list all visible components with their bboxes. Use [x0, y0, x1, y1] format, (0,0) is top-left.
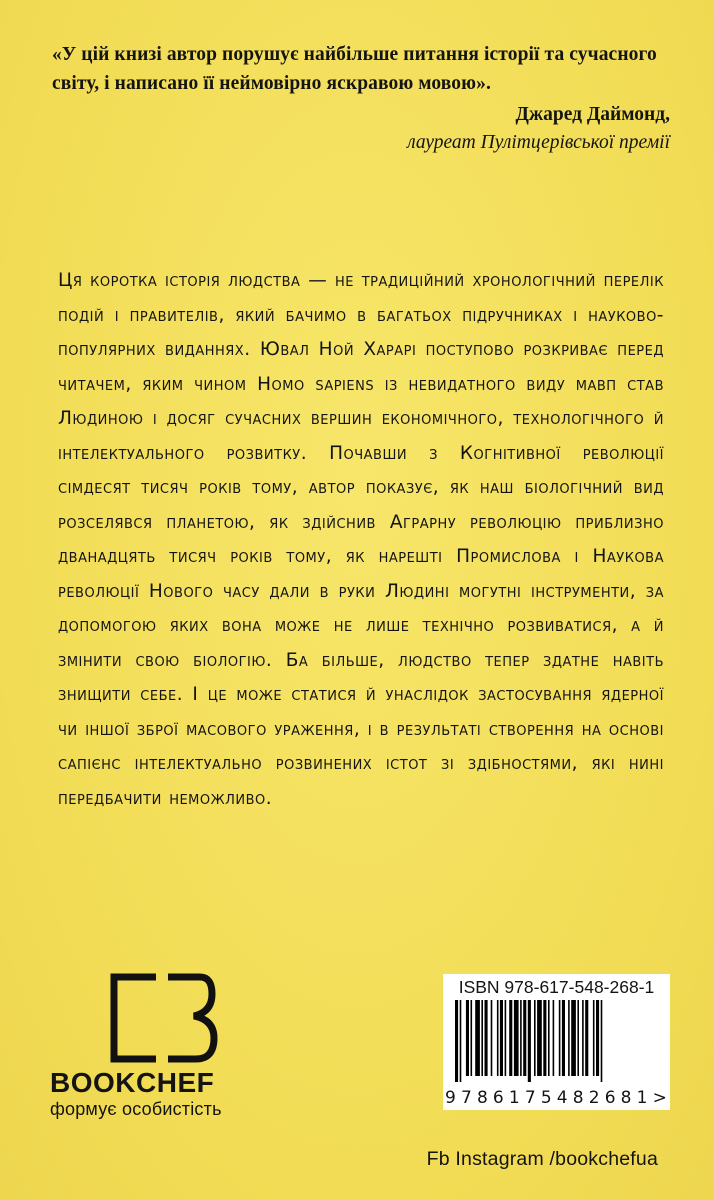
barcode-digit: 7 [524, 1088, 536, 1108]
barcode-bar [460, 1000, 462, 1082]
barcode-bar [485, 1000, 488, 1076]
isbn-number: ISBN 978-617-548-268-1 [458, 977, 655, 997]
barcode-bar [585, 1000, 588, 1076]
barcode-bar [568, 1000, 570, 1076]
barcode-bar [601, 1000, 603, 1082]
barcode-digit: 7 [460, 1088, 472, 1108]
barcode-box [443, 974, 670, 1110]
barcode-digit: 4 [556, 1088, 568, 1108]
social-handles: Fb Instagram /bookchefua [426, 1148, 658, 1170]
barcode-bar [562, 1000, 565, 1076]
barcode-digit: 1 [508, 1088, 520, 1108]
barcode-bar [543, 1000, 546, 1076]
barcode-bars [451, 1000, 662, 1082]
barcode-bar [505, 1000, 507, 1076]
publisher-name: BOOKCHEF [50, 1067, 215, 1098]
barcode-digit: 2 [588, 1088, 600, 1108]
barcode-digit: 8 [572, 1088, 584, 1108]
barcode-digit: 6 [492, 1088, 504, 1108]
quote-author: Джаред Даймонд, [515, 104, 670, 125]
barcode-bar [514, 1000, 519, 1076]
barcode-bar [455, 1000, 458, 1082]
barcode-digit: 5 [540, 1088, 552, 1108]
barcode-bar [500, 1000, 503, 1076]
barcode-bar [466, 1000, 469, 1076]
barcode-digit: 8 [476, 1088, 488, 1108]
barcode-bar [497, 1000, 499, 1076]
barcode-digits [443, 1088, 670, 1108]
barcode-bar [481, 1000, 483, 1076]
barcode-bar [537, 1000, 542, 1076]
barcode-bar [509, 1000, 512, 1076]
barcode-bar [571, 1000, 576, 1076]
barcode-digit: > [652, 1088, 667, 1108]
barcode-bar [520, 1000, 522, 1076]
barcode-bar [559, 1000, 561, 1076]
barcode-bar [475, 1000, 480, 1076]
barcode-bar [528, 1000, 531, 1082]
barcode-bar [471, 1000, 473, 1076]
quote-text: «У цій книзі автор порушує найбільше питання історії та сучасного світу, і написано її неймовірно яскравою мовою». [52, 44, 657, 94]
quote-author-role: лауреат Пулітцерівської премії [407, 132, 670, 153]
blurb-quote [52, 40, 670, 157]
barcode-digit: 1 [636, 1088, 648, 1108]
barcode-digit: 6 [604, 1088, 616, 1108]
barcode-bar [582, 1000, 584, 1076]
barcode-digit: 9 [445, 1088, 456, 1108]
barcode-bar [548, 1000, 550, 1076]
barcode-bar [577, 1000, 579, 1076]
barcode-digit: 8 [620, 1088, 632, 1108]
barcode-bar [491, 1000, 493, 1076]
barcode-bar [593, 1000, 595, 1076]
bookchef-cb-logo-icon [108, 972, 218, 1064]
barcode-bar [534, 1000, 536, 1076]
book-description: Ця коротка історія людства — не традиційний хронологічний перелік подій і правителів, який бачимо в багатьох підручниках і науково-популярних виданнях. Ювал Ной Харарі поступово розкриває перед читачем, яким чином Homo sapiens із невидатного виду мавп став Людиною і досяг сучасних вершин економічного, технологічного й інтелектуального розвитку. Почавши з Когнітивної революції сімдесят тисяч років тому, автор показує, як наш біологічний вид розселявся планетою, як здійснив Аграрну революцію приблизно дванадцять тисяч років тому, як нарешті Промислова і Наукова революції Нового часу дали в руки Людині могутні інструменти, за допомогою яких вона може не лише технічно розвиватися, а й змінити свою біологію. Ба більше, людство тепер здатне навіть знищити себе. І це може статися й унаслідок застосування ядерної чи іншої зброї масового ураження, і в результаті створення на основі сапієнс інтелектуально розвинених істот зі здібностями, які нині передбачити неможливо. [58, 270, 664, 809]
barcode-bar [553, 1000, 555, 1076]
barcode-bar [596, 1000, 599, 1076]
publisher-logo [50, 972, 280, 1120]
barcode-bar [523, 1000, 526, 1076]
publisher-slogan: формує особистість [50, 1099, 222, 1119]
